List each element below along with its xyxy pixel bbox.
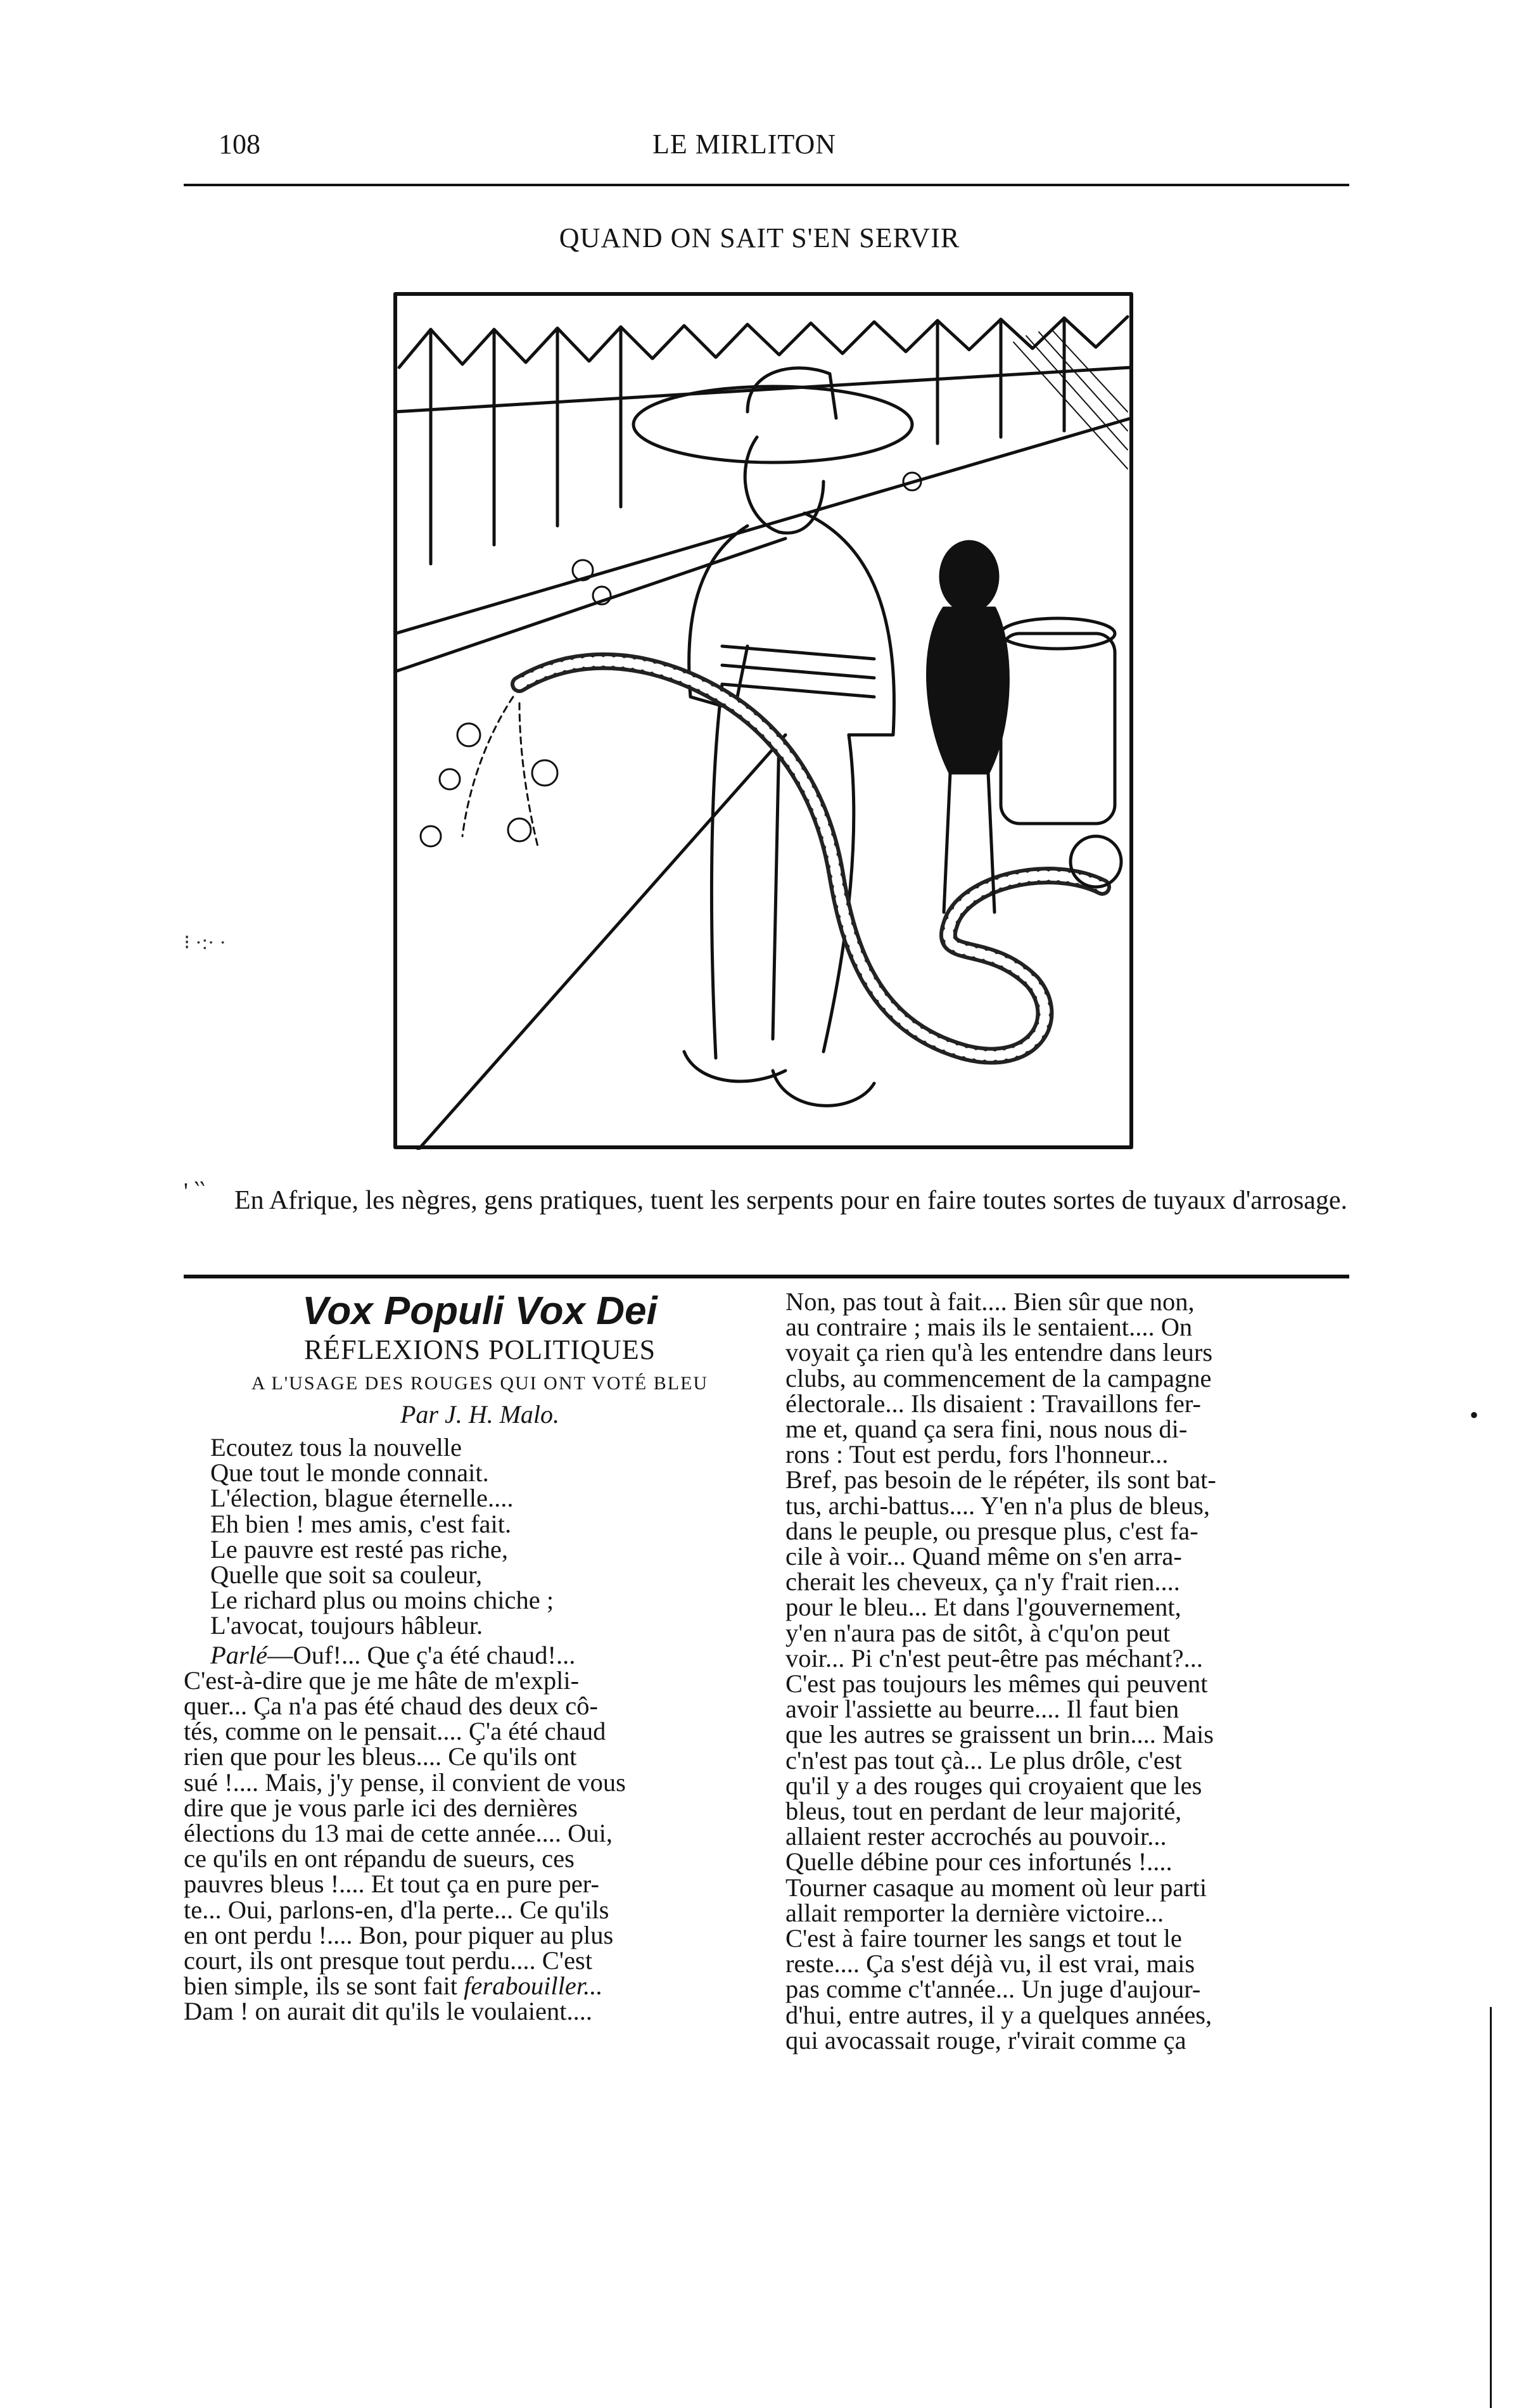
- prose-line: allait remporter la dernière victoire...: [785, 1898, 1164, 1927]
- prose-line: électorale... Ils disaient : Travaillons fer-: [785, 1389, 1202, 1418]
- article-title: Vox Populi Vox Dei: [302, 1289, 658, 1333]
- margin-dot: •: [1470, 1401, 1479, 1429]
- prose-line: quer... Ça n'a pas été chaud des deux cô-: [184, 1691, 598, 1721]
- poem-line: Le richard plus ou moins chiche ;: [210, 1586, 554, 1615]
- poem-line: Que tout le monde connait.: [210, 1458, 489, 1487]
- poem-line: Ecoutez tous la nouvelle: [210, 1433, 462, 1462]
- prose-line: Quelle débine pour ces infortunés !....: [785, 1847, 1173, 1876]
- article-subtitle: RÉFLEXIONS POLITIQUES: [303, 1334, 656, 1365]
- margin-rule: [1490, 2007, 1492, 2408]
- prose-line: d'hui, entre autres, il y a quelques années,: [785, 2000, 1212, 2029]
- prose-line: voir... Pi c'n'est peut-être pas méchant?...: [785, 1643, 1204, 1672]
- prose-line: court, ils ont presque tout perdu.... C'est: [184, 1946, 593, 1975]
- poem: [184, 1435, 776, 1639]
- prose-line: C'est-à-dire que je me hâte de m'expli-: [184, 1666, 580, 1695]
- prose-line: Bref, pas besoin de le répéter, ils sont bat-: [785, 1465, 1216, 1494]
- prose-line: me et, quand ça sera fini, nous nous di-: [785, 1415, 1188, 1444]
- left-column: [184, 1289, 776, 2025]
- prose-label: Parlé: [210, 1640, 267, 1669]
- prose-line: voyait ça rien qu'à les entendre dans leurs: [785, 1338, 1213, 1367]
- prose-line: [184, 1640, 776, 1669]
- prose-line: dire que je vous parle ici des dernières: [184, 1793, 578, 1822]
- prose-line: clubs, au commencement de la campagne: [785, 1363, 1212, 1392]
- article-author: Par J. H. Malo.: [400, 1400, 560, 1429]
- running-title: LE MIRLITON: [652, 129, 837, 160]
- cartoon-title: QUAND ON SAIT S'EN SERVIR: [559, 222, 960, 253]
- garden-hose-cartoon-illustration: [393, 291, 1134, 1150]
- prose-line: Tourner casaque au moment où leur parti: [785, 1873, 1207, 1902]
- prose-line: Non, pas tout à fait.... Bien sûr que non,: [785, 1287, 1195, 1316]
- prose-line: y'en n'aura pas de sitôt, à c'qu'on peut: [785, 1618, 1171, 1647]
- prose-line: c'n'est pas tout çà... Le plus drôle, c'est: [785, 1745, 1182, 1774]
- prose-line: C'est pas toujours les mêmes qui peuvent: [785, 1669, 1208, 1698]
- prose-line: ce qu'ils en ont répandu de sueurs, ces: [184, 1844, 575, 1873]
- prose-first: —Ouf!... Que ç'a été chaud!...: [267, 1640, 576, 1669]
- poem-line: Eh bien ! mes amis, c'est fait.: [210, 1509, 512, 1538]
- prose-line: cherait les cheveux, ça n'y f'rait rien....: [785, 1567, 1180, 1596]
- prose-line: rien que pour les bleus.... Ce qu'ils ont: [184, 1742, 577, 1771]
- prose-line: que les autres se graissent un brin.... Mais: [785, 1720, 1214, 1749]
- prose-line: cile à voir... Quand même on s'en arra-: [785, 1542, 1182, 1571]
- prose-line: rons : Tout est perdu, fors l'honneur...: [785, 1440, 1169, 1469]
- prose-line: te... Oui, parlons-en, d'la perte... Ce qu'ils: [184, 1895, 609, 1924]
- header-rule: [184, 184, 1349, 186]
- poem-line: Quelle que soit sa couleur,: [210, 1560, 483, 1589]
- prose-italic: ferabouiller...: [464, 1972, 603, 2001]
- poem-line: L'élection, blague éternelle....: [210, 1484, 514, 1513]
- prose-line: [184, 1973, 776, 1999]
- article-dedication: A L'USAGE DES ROUGES QUI ONT VOTÉ BLEU: [251, 1373, 709, 1394]
- prose-line: tus, archi-battus.... Y'en n'a plus de bleus,: [785, 1491, 1210, 1520]
- prose-line: reste.... Ça s'est déjà vu, il est vrai, mais: [785, 1949, 1195, 1978]
- prose-line: sué !.... Mais, j'y pense, il convient de vous: [184, 1768, 626, 1797]
- prose-line: au contraire ; mais ils le sentaient.... On: [785, 1313, 1193, 1342]
- prose-line: pour le bleu... Et dans l'gouvernement,: [785, 1593, 1181, 1622]
- margin-marks: ⁝ ·:· ·: [184, 931, 227, 953]
- prose-line: bleus, tout en perdant de leur majorité,: [785, 1797, 1182, 1826]
- prose-left: [184, 1640, 776, 2026]
- prose-line: en ont perdu !.... Bon, pour piquer au plus: [184, 1920, 614, 1949]
- prose-line: Dam ! on aurait dit qu'ils le voulaient....: [184, 1997, 593, 2026]
- prose-line: avoir l'assiette au beurre.... Il faut bien: [785, 1695, 1179, 1724]
- prose-line: qui avocassait rouge, r'virait comme ça: [785, 2025, 1186, 2054]
- cartoon-caption: [184, 1185, 1349, 1216]
- caption-mark: ' ‵‵: [184, 1178, 205, 1205]
- poem-line: Le pauvre est resté pas riche,: [210, 1534, 509, 1564]
- prose-line: dans le peuple, ou presque plus, c'est fa-: [785, 1516, 1198, 1545]
- prose-line: C'est à faire tourner les sangs et tout le: [785, 1924, 1182, 1953]
- prose-line: allaient rester accrochés au pouvoir...: [785, 1822, 1167, 1851]
- right-column: [785, 1289, 1359, 2053]
- prose-line: pauvres bleus !.... Et tout ça en pure per-: [184, 1870, 599, 1899]
- prose-line: pas comme c't'année... Un juge d'aujour-: [785, 1975, 1201, 2004]
- poem-line: L'avocat, toujours hâbleur.: [210, 1611, 483, 1640]
- prose-text: bien simple, ils se sont fait: [184, 1972, 457, 2001]
- section-rule: [184, 1275, 1349, 1278]
- prose-line: qu'il y a des rouges qui croyaient que les: [785, 1771, 1202, 1800]
- prose-line: tés, comme on le pensait.... Ç'a été chaud: [184, 1717, 606, 1746]
- caption-text: En Afrique, les nègres, gens pratiques, tuent les serpents pour en faire toutes sortes de tuyaux d'arrosage.: [234, 1186, 1348, 1215]
- prose-line: élections du 13 mai de cette année.... Oui,: [184, 1819, 613, 1848]
- page-number: 108: [219, 129, 260, 160]
